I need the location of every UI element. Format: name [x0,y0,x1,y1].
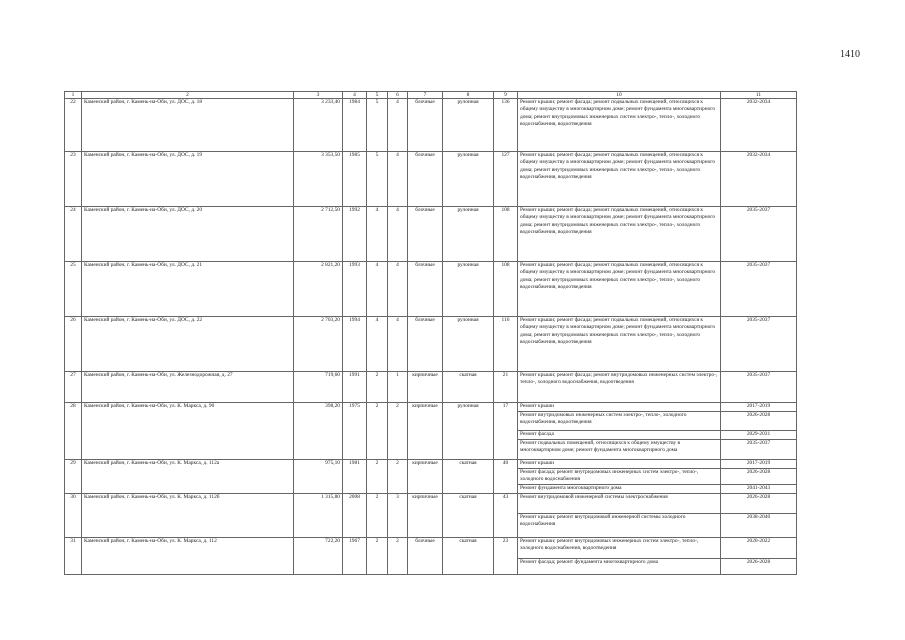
table-row [65,99,797,152]
wall-material: блочные [408,99,443,152]
entrances-count: 4 [388,317,408,372]
repair-period: 2026-2028 [721,493,797,513]
floors-count: 4 [367,317,388,372]
entrances-count: 4 [388,152,408,207]
repair-works: Ремонт подвальных помещений, относящихся к общему имуществу в многоквартирном доме; ремонт фундамента многоквартирного дома [518,440,721,460]
row-number: 30 [65,493,82,537]
repair-works: Ремонт крыши; ремонт фасада; ремонт подвальных помещений, относящихся к общему имуществу в многоквартирном доме; ремонт фундамента многоквартирного дома; ремонт внутридомовых инженерных систем электро-, тепло-, холодного водоснабжения, водоотведения [518,262,721,317]
build-year: 1984 [343,99,367,152]
roof-type: рулонная [443,99,494,152]
build-year: 1994 [343,317,367,372]
repair-period: 2038-2040 [721,513,797,537]
column-number: 9 [494,92,518,99]
house-area: 3 233,40 [294,99,343,152]
repair-period: 2035-2037 [721,440,797,460]
repair-works: Ремонт фасада [518,431,721,440]
wall-material: блочные [408,207,443,262]
floors-count: 4 [367,262,388,317]
row-number: 23 [65,152,82,207]
repair-works: Ремонт крыши [518,460,721,469]
row-number: 24 [65,207,82,262]
house-address: Каменский район, г. Камень-на-Оби, ул. ДОС, д. 22 [82,317,294,372]
column-number: 5 [367,92,388,99]
entrances-count: 4 [388,99,408,152]
house-address: Каменский район, г. Камень-на-Оби, ул. К. Маркса, д. 112 [82,537,294,574]
repair-period: 2026-2028 [721,469,797,485]
entrances-count: 4 [388,207,408,262]
house-address: Каменский район, г. Камень-на-Оби, ул. ДОС, д. 19 [82,152,294,207]
table-row [65,403,797,412]
house-address: Каменский район, г. Камень-на-Оби, ул. ДОС, д. 18 [82,99,294,152]
column-number: 3 [294,92,343,99]
wall-material: блочные [408,317,443,372]
repair-period: 2020-2022 [721,537,797,558]
row-number: 29 [65,460,82,494]
roof-type: скатная [443,460,494,494]
house-address: Каменский район, г. Камень-на-Оби, ул. К. Маркса, д. 90 [82,403,294,460]
entrances-count: 1 [388,372,408,403]
repair-works: Ремонт крыши; ремонт фасада; ремонт подвальных помещений, относящихся к общему имуществу в многоквартирном доме; ремонт фундамента многоквартирного дома; ремонт внутридомовых инженерных систем электро-, тепло-, холодного водоснабжения, водоотведения [518,152,721,207]
column-number-row [65,92,797,99]
repair-period: 2032-2034 [721,152,797,207]
floors-count: 4 [367,207,388,262]
table-row [65,152,797,207]
house-area: 719,60 [294,372,343,403]
repair-period: 2029-2031 [721,431,797,440]
entrances-count: 2 [388,403,408,460]
roof-type: рулонная [443,152,494,207]
build-year: 1991 [343,372,367,403]
repair-period: 2035-2037 [721,372,797,403]
repair-period: 2035-2037 [721,262,797,317]
residents-count: 116 [494,317,518,372]
wall-material: блочные [408,152,443,207]
column-number: 11 [721,92,797,99]
floors-count: 2 [367,493,388,537]
residents-count: 108 [494,262,518,317]
repair-works: Ремонт фундамента многоквартирного дома [518,484,721,493]
wall-material: кирпичные [408,403,443,460]
residents-count: 127 [494,152,518,207]
residents-count: 43 [494,493,518,537]
row-number: 27 [65,372,82,403]
roof-type: рулонная [443,403,494,460]
roof-type: рулонная [443,207,494,262]
roof-type: скатная [443,537,494,574]
table-row [65,493,797,513]
floors-count: 5 [367,99,388,152]
column-number: 7 [408,92,443,99]
house-area: 2 712,50 [294,207,343,262]
house-area: 3 353,50 [294,152,343,207]
floors-count: 2 [367,403,388,460]
residents-count: 136 [494,99,518,152]
floors-count: 2 [367,372,388,403]
repair-period: 2026-2028 [721,412,797,431]
residents-count: 108 [494,207,518,262]
repair-works: Ремонт фасада; ремонт внутридомовых инженерных систем электро-, тепло-, холодного водоснабжения [518,469,721,485]
house-area: 1 315,80 [294,493,343,537]
repair-period: 2035-2037 [721,207,797,262]
residents-count: 40 [494,460,518,494]
wall-material: кирпичные [408,460,443,494]
house-address: Каменский район, г. Камень-на-Оби, ул. ДОС, д. 21 [82,262,294,317]
capital-repair-table [64,91,797,575]
floors-count: 5 [367,152,388,207]
repair-works: Ремонт фасада; ремонт фундамента многоквартирного дома [518,558,721,574]
table-row [65,207,797,262]
build-year: 1992 [343,207,367,262]
wall-material: блочные [408,537,443,574]
column-number: 4 [343,92,367,99]
residents-count: 23 [494,537,518,574]
roof-type: рулонная [443,317,494,372]
row-number: 22 [65,99,82,152]
row-number: 25 [65,262,82,317]
wall-material: блочные [408,262,443,317]
build-year: 1993 [343,262,367,317]
residents-count: 21 [494,372,518,403]
row-number: 26 [65,317,82,372]
column-number: 1 [65,92,82,99]
repair-period: 2017-2019 [721,460,797,469]
repair-works: Ремонт крыши; ремонт фасада; ремонт внутридомовых инженерных систем электро-, тепло-, холодного водоснабжения, водоотведения [518,372,721,403]
floors-count: 2 [367,460,388,494]
house-area: 722,20 [294,537,343,574]
table-row [65,372,797,403]
table-row [65,262,797,317]
house-address: Каменский район, г. Камень-на-Оби, ул. ДОС, д. 20 [82,207,294,262]
page-number: 1410 [840,49,860,60]
repair-works: Ремонт крыши [518,403,721,412]
column-number: 2 [82,92,294,99]
house-area: 2 703,20 [294,317,343,372]
house-address: Каменский район, г. Камень-на-Оби, ул. Железнодорожная, д. 27 [82,372,294,403]
roof-type: скатная [443,493,494,537]
table-row [65,460,797,469]
roof-type: скатная [443,372,494,403]
repair-works: Ремонт крыши; ремонт фасада; ремонт подвальных помещений, относящихся к общему имуществу в многоквартирном доме; ремонт фундамента многоквартирного дома; ремонт внутридомовых инженерных систем электро-, тепло-, холодного водоснабжения, водоотведения [518,317,721,372]
house-area: 398,20 [294,403,343,460]
repair-period: 2032-2034 [721,99,797,152]
table-row [65,537,797,558]
column-number: 6 [388,92,408,99]
entrances-count: 4 [388,262,408,317]
repair-works: Ремонт крыши; ремонт фасада; ремонт подвальных помещений, относящихся к общему имуществу в многоквартирном доме; ремонт фундамента многоквартирного дома; ремонт внутридомовых инженерных систем электро-, тепло-, холодного водоснабжения, водоотведения [518,99,721,152]
repair-period: 2017-2019 [721,403,797,412]
house-area: 975,10 [294,460,343,494]
entrances-count: 3 [388,493,408,537]
row-number: 28 [65,403,82,460]
column-number: 10 [518,92,721,99]
house-area: 2 821,20 [294,262,343,317]
repair-works: Ремонт крыши; ремонт фасада; ремонт подвальных помещений, относящихся к общему имуществу в многоквартирном доме; ремонт фундамента многоквартирного дома; ремонт внутридомовых инженерных систем электро-, тепло-, холодного водоснабжения, водоотведения [518,207,721,262]
roof-type: рулонная [443,262,494,317]
repair-period: 2026-2028 [721,558,797,574]
wall-material: кирпичные [408,372,443,403]
table-row [65,317,797,372]
repair-works: Ремонт внутридомовой инженерной системы электроснабжения [518,493,721,513]
house-address: Каменский район, г. Камень-на-Оби, ул. К. Маркса, д. 112а [82,460,294,494]
residents-count: 17 [494,403,518,460]
build-year: 2008 [343,493,367,537]
repair-works: Ремонт внутридомовых инженерных систем электро-, тепло-, холодного водоснабжения, водоотведения [518,412,721,431]
entrances-count: 2 [388,537,408,574]
repair-works: Ремонт крыши; ремонт внутридомовой инженерной системы холодного водоснабжения [518,513,721,537]
column-number: 8 [443,92,494,99]
entrances-count: 2 [388,460,408,494]
floors-count: 2 [367,537,388,574]
repair-period: 2041-2043 [721,484,797,493]
repair-period: 2035-2037 [721,317,797,372]
build-year: 1975 [343,403,367,460]
build-year: 1981 [343,460,367,494]
row-number: 31 [65,537,82,574]
repair-works: Ремонт крыши; ремонт внутридомовых инженерных систем электро-, тепло-, холодного водоснабжения, водоотведения [518,537,721,558]
build-year: 1985 [343,152,367,207]
build-year: 1967 [343,537,367,574]
house-address: Каменский район, г. Камень-на-Оби, ул. К. Маркса, д. 112б [82,493,294,537]
wall-material: кирпичные [408,493,443,537]
